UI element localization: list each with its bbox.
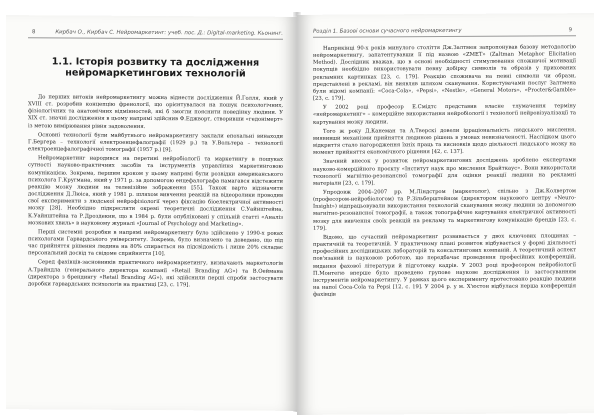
right-page	[297, 13, 594, 415]
left-paragraph-1: До перших витоків нейромаркетингу можна віднести дослідження Й.Голля, який у XVIII ст. розробив концепцію френології, що орієнтувалася на пошук психологічних, фізіологічних та анатомічних відмінностей, які б змогли пояснити поведінку людини. У XIX ст. значні дослідження в цьому напрямі здійснив Ф.Еджворт, створивши «гедонімерт» із метою вимірювання рівня задоволення.	[28, 94, 283, 130]
right-running-head-text: Розділ 1. Базові основи сучасного нейромаркетингу	[313, 27, 462, 35]
left-running-head-text: Кирбач О., Кирбач С. Нейромаркетинг: учеб. пос. Д.: Digital-marketing. Кьонинг.	[55, 29, 283, 37]
right-paragraph-3: Того ж року Д.Канеман та А.Тверскі довели ірраціональність людського мислення, виявивши механізми прийняття людиною рішень в умовах невизначеності. Наслідком цього відкриття стало нагородження їхніх праць та висновків щодо діяльності людського мозку на момент прийняття економічного рішення [42, с. 137].	[313, 126, 576, 156]
left-paragraph-4: Перші системні розробки в напрямі нейромаркетингу було здійснено у 1990-х роках психологами Гарвардського університету. Зокрема, було визначено та доведено, що під час прийняття рішення людина на 80% спирається на підсвідомість і лише 20% складає персональний досвід та свідоме сприйняття [10].	[28, 229, 283, 258]
right-paragraph-5: Упродовж 2004–2007 рр. М.Ліндстром (маркетолог), спільно з Дж.Колвертом (професором-нейробіологом) та Р.Зільберштейном (директором наукового центру «Neuro-Insight») відпрацьовували використання технологій сканування мозку людини за допомогою магнітно-резонансної томографії, а також топографічне картування електричної активності мозку для вивчення своїх реакцій на рекламу та маркетингову комунікацію брендів [23, с. 179].	[313, 188, 576, 232]
left-paragraph-5: Серед фахівців-засновників практичного нейромаркетингу, визначають маркетологів А.Трайндла (генерального директора компанії «Retail Branding AG») та В.Оеймана (директора з брендингу «Retail Branding AG»), які здійснили перші спроби застосувати доробки гарвардських психологів на практиці [23, с. 179].	[28, 259, 283, 289]
left-paragraph-3: Нейромаркетинг народився на перетині нейробіології та маркетингу в пошуках сутності науково-практичних засобів та інструментів управління маркетинговою комунікацією. Зокрема, першим кроком у цьому напрямі були розвідки американського психолога Г.Кругмана, який у 1971 р. за допомогою енцефалографа намагався відстежити реакцію мозку людини на телевізійне зображення [55]. Також варто відзначити дослідження Д.Люіса, який у 1981 р. шляхом вивчення реакцій на відеоролики проводив свої експерименти з людської нейрофізіології через фіксацію біоелектричної активності мозку [28]. Необхідно підкреслити окремі теоретичні дослідження С.Уайнштейна, К.Уайнштейна та Р.Дроздекни, що в 1984 р. були опубліковані у спільній статті «Аналіз мозкових хвиль» в науковому журналі «Journal of Psychology and Marketing».	[28, 155, 283, 228]
right-paragraph-6: Відомо, що сучасний нейромаркетинг розвивається у двох ключових площинах – практичній та теоретичній. У практичному плані розвиток відбувається у формі діяльності професійних дослідницьких лабораторій та консалтингових компаній. А теоретичний аспект пов'язаний із науковою роботою, що передбачає проведення професійних конференцій, видання фахової літератури й підготовку кадрів. У 2003 році професором нейробіології П.Монтегю вперше було проведено групове наукове дослідження із застосуванням інструментів нейромаркетингу. У рамках цього експерименту протестовано реакцію людини на напої Coca-Cola та Pepsi [12, с. 19]. У 2004 р. у м. Х'юстон відбулася перша конференція фахівців	[313, 233, 576, 298]
right-running-head	[313, 13, 576, 38]
left-page	[6, 15, 297, 411]
left-running-head	[28, 15, 283, 40]
left-page-number: 8	[32, 29, 36, 36]
section-title: 1.1. Історія розвитку та дослідження нейромаркетингових технологій	[51, 56, 260, 80]
right-page-number: 9	[568, 27, 572, 34]
right-paragraph-2: У 2002 році професор Е.Смідтс представив власне тлумачення терміну «нейромаркетинг» – комерційне використання нейробіології і технології нейровізуалізації та картування мозку людини.	[313, 103, 576, 126]
left-paragraph-2: Основні технології були майбутнього нейромаркетингу заклали епохальні винаходи Г.Бергера – технології електроенцефалографії (1929 р.) та У.Вольтера – технології електроенцефалографічної томографії (1957 р.) [9].	[28, 132, 283, 154]
right-paragraph-4: Значний внесок у розвиток нейромаркетингових досліджень зроблено експертами науково-комерційного проєкту «Інститут наук про мислення Брайткаус». Вони використали технології магнітно-резонансної томографії для оцінки реакції людини на рекламні матеріали [23, с. 179].	[313, 157, 576, 187]
right-paragraph-1: Наприкінці 90-х років минулого століття Дж.Залтмен запропонував базову методологію нейромаркетингу, запатентувавши її під назвою «ZMET» (Zaltman Metaphor Elicitation Method). Дослідник вважав, що в основі необхідності стимулювання споживчої мотивації покупців необхідно використовувати певну добірку символів та образів у прихованих рекламних картинках [23, с. 179]. Реакцію споживача на певні символи чи образи, представлені в рекламі, він виявляв шляхом сканування. Користувачами послуг Залтмена були відомі компанії: «Coca-Cola», «Pepsi», «Nestle», «General Motors», «Procter&Gamble» [23, с. 179].	[313, 44, 576, 102]
